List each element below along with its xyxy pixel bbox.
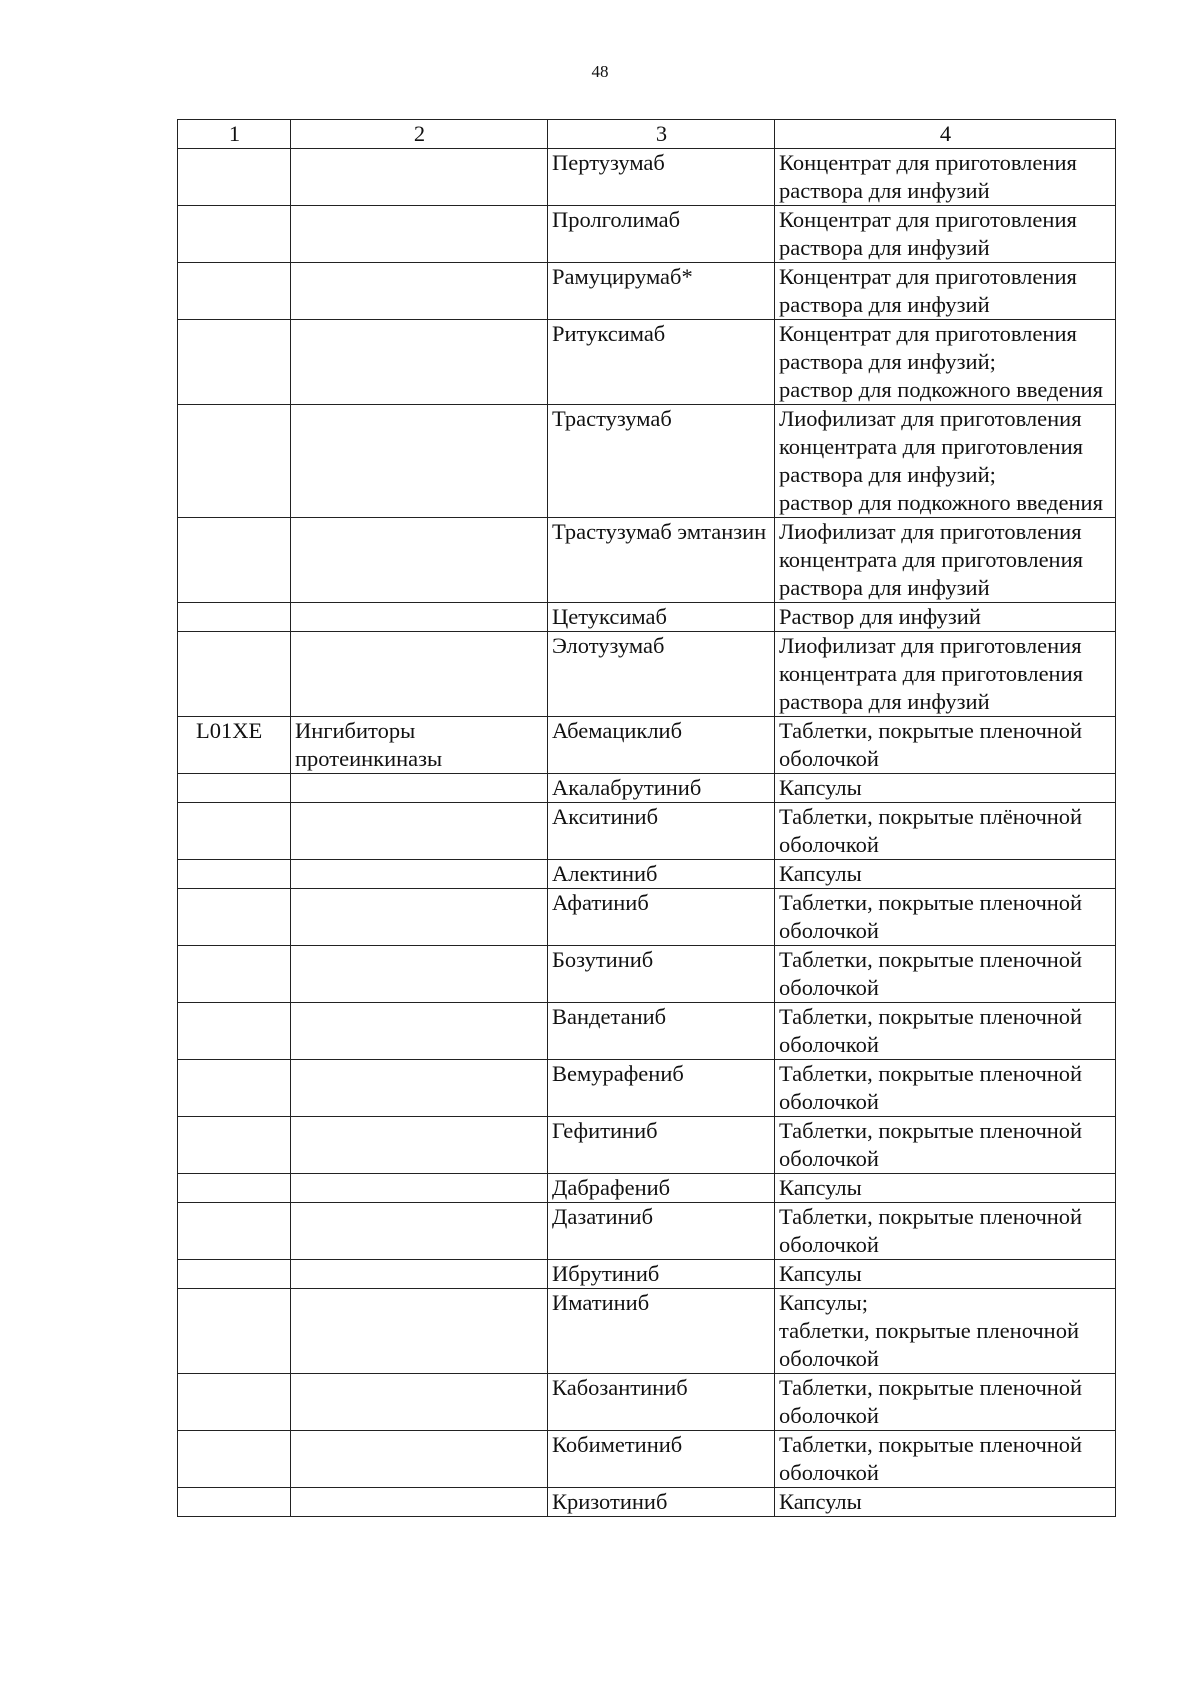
drug-name-cell: Кабозантиниб [548, 1374, 775, 1431]
atc-code-cell [178, 603, 291, 632]
dosage-form-cell: Капсулы [775, 860, 1116, 889]
drug-name-cell: Трастузумаб [548, 405, 775, 518]
dosage-form-cell: Капсулы [775, 774, 1116, 803]
atc-code-cell [178, 1488, 291, 1517]
dosage-form-cell: Концентрат для приготовления раствора для инфузий [775, 149, 1116, 206]
table-row [178, 860, 1116, 889]
dosage-form-cell: Раствор для инфузий [775, 603, 1116, 632]
table-row [178, 1060, 1116, 1117]
group-name-cell: Ингибиторы протеинкиназы [291, 717, 548, 774]
table-row [178, 946, 1116, 1003]
drug-name-cell: Акалабрутиниб [548, 774, 775, 803]
group-name-cell [291, 889, 548, 946]
dosage-form-cell: Таблетки, покрытые пленочной оболочкой [775, 1003, 1116, 1060]
group-name-cell [291, 1488, 548, 1517]
table-row [178, 603, 1116, 632]
drug-name-cell: Бозутиниб [548, 946, 775, 1003]
group-name-cell [291, 263, 548, 320]
dosage-form-cell: Лиофилизат для приготовления концентрата для приготовления раствора для инфузий [775, 518, 1116, 603]
atc-code-cell [178, 149, 291, 206]
group-name-cell [291, 320, 548, 405]
table-row [178, 1374, 1116, 1431]
group-name-cell [291, 1260, 548, 1289]
group-name-cell [291, 1003, 548, 1060]
table-row [178, 632, 1116, 717]
group-name-cell [291, 149, 548, 206]
column-header-4: 4 [775, 120, 1116, 149]
dosage-form-cell: Таблетки, покрытые пленочной оболочкой [775, 889, 1116, 946]
atc-code-cell [178, 632, 291, 717]
dosage-form-cell: Капсулы; таблетки, покрытые пленочной оболочкой [775, 1289, 1116, 1374]
drug-name-cell: Алектиниб [548, 860, 775, 889]
drug-name-cell: Ибрутиниб [548, 1260, 775, 1289]
group-name-cell [291, 1374, 548, 1431]
dosage-form-cell: Таблетки, покрытые пленочной оболочкой [775, 946, 1116, 1003]
group-name-cell [291, 803, 548, 860]
table-row [178, 206, 1116, 263]
drug-name-cell: Вемурафениб [548, 1060, 775, 1117]
table-row [178, 1174, 1116, 1203]
atc-code-cell [178, 946, 291, 1003]
drug-name-cell: Пертузумаб [548, 149, 775, 206]
atc-code-cell [178, 889, 291, 946]
table-row [178, 518, 1116, 603]
header-row [178, 120, 1116, 149]
drug-name-cell: Абемациклиб [548, 717, 775, 774]
dosage-form-cell: Таблетки, покрытые пленочной оболочкой [775, 1374, 1116, 1431]
drug-name-cell: Гефитиниб [548, 1117, 775, 1174]
group-name-cell [291, 405, 548, 518]
dosage-form-cell: Концентрат для приготовления раствора для инфузий [775, 206, 1116, 263]
dosage-form-cell: Таблетки, покрытые пленочной оболочкой [775, 717, 1116, 774]
table-row [178, 1003, 1116, 1060]
table-row [178, 1117, 1116, 1174]
atc-code-cell [178, 518, 291, 603]
drug-name-cell: Акситиниб [548, 803, 775, 860]
group-name-cell [291, 518, 548, 603]
table-row [178, 1431, 1116, 1488]
group-name-cell [291, 1289, 548, 1374]
atc-code-cell [178, 1174, 291, 1203]
table-row [178, 1488, 1116, 1517]
group-name-cell [291, 603, 548, 632]
drug-name-cell: Пролголимаб [548, 206, 775, 263]
atc-code-cell [178, 1374, 291, 1431]
atc-code-cell [178, 1431, 291, 1488]
group-name-cell [291, 1174, 548, 1203]
dosage-form-cell: Лиофилизат для приготовления концентрата для приготовления раствора для инфузий; раствор для подкожного введения [775, 405, 1116, 518]
group-name-cell [291, 1431, 548, 1488]
dosage-form-cell: Лиофилизат для приготовления концентрата для приготовления раствора для инфузий [775, 632, 1116, 717]
dosage-form-cell: Таблетки, покрытые плёночной оболочкой [775, 803, 1116, 860]
atc-code-cell [178, 1003, 291, 1060]
table-row [178, 889, 1116, 946]
group-name-cell [291, 1060, 548, 1117]
drug-name-cell: Цетуксимаб [548, 603, 775, 632]
atc-code-cell [178, 774, 291, 803]
dosage-form-cell: Капсулы [775, 1488, 1116, 1517]
group-name-cell [291, 632, 548, 717]
table-row [178, 320, 1116, 405]
drug-name-cell: Элотузумаб [548, 632, 775, 717]
group-name-cell [291, 946, 548, 1003]
table-row [178, 1260, 1116, 1289]
table-row [178, 149, 1116, 206]
dosage-form-cell: Концентрат для приготовления раствора для инфузий [775, 263, 1116, 320]
atc-code-cell [178, 1260, 291, 1289]
page-number: 48 [591, 62, 609, 81]
table-row [178, 1203, 1116, 1260]
column-header-1: 1 [178, 120, 291, 149]
drug-name-cell: Вандетаниб [548, 1003, 775, 1060]
drug-name-cell: Дабрафениб [548, 1174, 775, 1203]
dosage-form-cell: Таблетки, покрытые пленочной оболочкой [775, 1431, 1116, 1488]
atc-code-cell [178, 1203, 291, 1260]
dosage-form-cell: Капсулы [775, 1174, 1116, 1203]
atc-code-cell [178, 263, 291, 320]
atc-code-cell [178, 1117, 291, 1174]
dosage-form-cell: Капсулы [775, 1260, 1116, 1289]
column-header-3: 3 [548, 120, 775, 149]
group-name-cell [291, 206, 548, 263]
table-row [178, 803, 1116, 860]
table-row [178, 774, 1116, 803]
dosage-form-cell: Таблетки, покрытые пленочной оболочкой [775, 1203, 1116, 1260]
atc-code-cell [178, 860, 291, 889]
atc-code-cell [178, 1060, 291, 1117]
drug-name-cell: Трастузумаб эмтанзин [548, 518, 775, 603]
atc-code-cell [178, 803, 291, 860]
atc-code-cell: L01XE [178, 717, 291, 774]
drug-name-cell: Дазатиниб [548, 1203, 775, 1260]
atc-code-cell [178, 206, 291, 263]
group-name-cell [291, 774, 548, 803]
dosage-form-cell: Концентрат для приготовления раствора для инфузий; раствор для подкожного введения [775, 320, 1116, 405]
drug-name-cell: Рамуцирумаб* [548, 263, 775, 320]
column-header-2: 2 [291, 120, 548, 149]
drug-name-cell: Ритуксимаб [548, 320, 775, 405]
dosage-form-cell: Таблетки, покрытые пленочной оболочкой [775, 1060, 1116, 1117]
group-name-cell [291, 860, 548, 889]
drug-table [177, 119, 1116, 1517]
group-name-cell [291, 1203, 548, 1260]
drug-name-cell: Кризотиниб [548, 1488, 775, 1517]
table-row [178, 263, 1116, 320]
drug-name-cell: Афатиниб [548, 889, 775, 946]
dosage-form-cell: Таблетки, покрытые пленочной оболочкой [775, 1117, 1116, 1174]
table-row [178, 1289, 1116, 1374]
table-row [178, 405, 1116, 518]
atc-code-cell [178, 1289, 291, 1374]
atc-code-cell [178, 320, 291, 405]
atc-code-cell [178, 405, 291, 518]
drug-name-cell: Кобиметиниб [548, 1431, 775, 1488]
table-row [178, 717, 1116, 774]
group-name-cell [291, 1117, 548, 1174]
drug-name-cell: Иматиниб [548, 1289, 775, 1374]
